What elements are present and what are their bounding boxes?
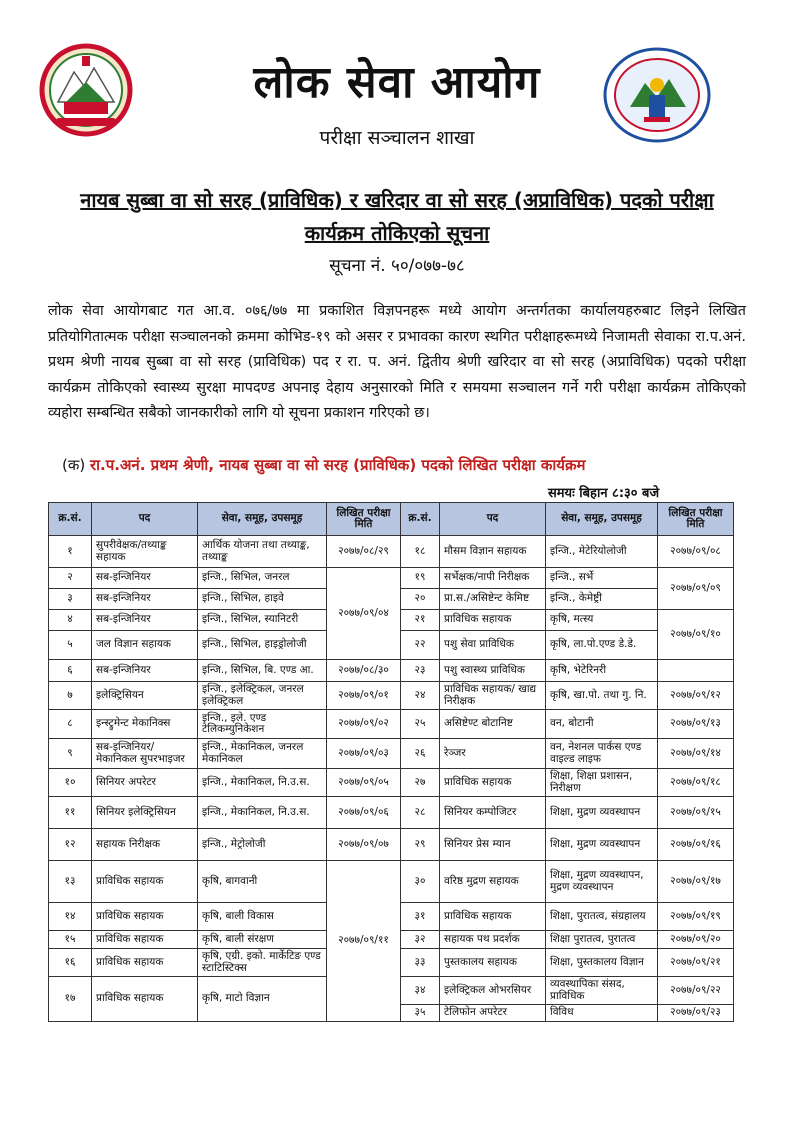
cell-post: प्राविधिक सहायक [440, 610, 546, 631]
cell-post: प्राविधिक सहायक [92, 949, 198, 977]
cell-date: २०७७/०९/०२ [327, 710, 401, 739]
cell-service: कृषि, भेटेरिनरी [546, 660, 658, 682]
header-post: पद [92, 503, 198, 536]
cell-service: कृषि, बागवानी [198, 861, 327, 903]
cell-service: शिक्षा, पुरातत्व, संग्रहालय [546, 903, 658, 931]
cell-date: २०७७/०९/१७ [658, 861, 734, 903]
table-row [49, 829, 734, 861]
cell-service: कृषि, बाली विकास [198, 903, 327, 931]
cell-post: प्रा.स./असिष्टेन्ट केमिष्ट [440, 589, 546, 610]
header-date: लिखित परीक्षा मिति [658, 503, 734, 536]
cell-sn: १८ [401, 536, 440, 568]
cell-date: २०७७/०९/१८ [658, 769, 734, 797]
cell-service: वन, नेशनल पार्कस एण्ड वाइल्ड लाइफ [546, 739, 658, 769]
table-row [49, 682, 734, 710]
cell-post: प्राविधिक सहायक/ खाद्य निरीक्षक [440, 682, 546, 710]
cell-sn: ७ [49, 682, 92, 710]
cell-service: इन्जि., सर्भे [546, 568, 658, 589]
cell-sn: २६ [401, 739, 440, 769]
table-row [49, 660, 734, 682]
cell-sn: १५ [49, 931, 92, 949]
cell-post: प्राविधिक सहायक [440, 769, 546, 797]
cell-service: कृषि, मत्स्य [546, 610, 658, 631]
cell-post: सब-इन्जिनियर [92, 660, 198, 682]
cell-post: सिनियर प्रेस म्यान [440, 829, 546, 861]
cell-post: सब-इन्जिनियर/ मेकानिकल सुपरभाइजर [92, 739, 198, 769]
cell-date: २०७७/०९/२३ [658, 1005, 734, 1022]
cell-service: वन, बोटानी [546, 710, 658, 739]
cell-sn: १३ [49, 861, 92, 903]
cell-date: २०७७/०९/२१ [658, 949, 734, 977]
cell-date [658, 660, 734, 682]
cell-date: २०७७/०८/२९ [327, 536, 401, 568]
cell-service: शिक्षा, शिक्षा प्रशासन, निरीक्षण [546, 769, 658, 797]
header-sn: क्र.सं. [49, 503, 92, 536]
table-row [49, 739, 734, 769]
cell-service: शिक्षा पुरातत्व, पुरातत्व [546, 931, 658, 949]
cell-post: सहायक निरीक्षक [92, 829, 198, 861]
cell-post: प्राविधिक सहायक [92, 931, 198, 949]
cell-post: मौसम विज्ञान सहायक [440, 536, 546, 568]
cell-sn: ३ [49, 589, 92, 610]
section-title: रा.प.अनं. प्रथम श्रेणी, नायब सुब्बा वा सो सरह (प्राविधिक) पदको लिखित परीक्षा कार्यक्रम [90, 456, 586, 474]
cell-post: इन्स्ट्रुमेन्ट मेकानिक्स [92, 710, 198, 739]
intro-paragraph: लोक सेवा आयोगबाट गत आ.व. ०७६/७७ मा प्रकाशित विज्ञपनहरू मध्ये आयोग अन्तर्गतका कार्यालयहरुबाट लिइने लिखित प्रतियोगितात्मक परीक्षा सञ्चालनको क्रममा कोभिड-१९ को असर र प्रभावका कारण स्थगित परीक्षाहरूमध्ये निजामती सेवाका रा.प.अनं. प्रथम श्रेणी नायब सुब्बा वा सो सरह (प्राविधिक) पद र रा. प. अनं. द्वितीय श्रेणी खरिदार वा सो सरह (अप्राविधिक) पदको परीक्षा कार्यक्रम तोकिएको स्वास्थ्य सुरक्षा मापदण्ड अपनाइ देहाय अनुसारको मिति र समयमा सञ्चालन गर्ने गरी परीक्षा कार्यक्रम तोकिएको व्यहोरा सम्बन्धित सबैको जानकारीको लागि यो सूचना प्रकाशन गरिएको छ। [48, 303, 746, 421]
cell-sn: ३३ [401, 949, 440, 977]
cell-sn: १६ [49, 949, 92, 977]
cell-post: वरिष्ठ मुद्रण सहायक [440, 861, 546, 903]
cell-post: प्राविधिक सहायक [440, 903, 546, 931]
cell-sn: २० [401, 589, 440, 610]
header-sn: क्र.सं. [401, 503, 440, 536]
header-service: सेवा, समूह, उपसमूह [198, 503, 327, 536]
cell-post: सिनियर अपरेटर [92, 769, 198, 797]
cell-date: २०७७/०९/०७ [327, 829, 401, 861]
exam-time: समयः बिहान ८:३० बजे [548, 486, 660, 501]
cell-sn: ६ [49, 660, 92, 682]
table-row [49, 797, 734, 829]
cell-date-merged: २०७७/०९/०९ [658, 568, 734, 610]
cell-post: सिनियर कम्पोजिटर [440, 797, 546, 829]
cell-sn: १० [49, 769, 92, 797]
cell-post: पशु सेवा प्राविधिक [440, 631, 546, 660]
exam-schedule-table [48, 502, 734, 1022]
cell-service: इन्जि., मेटेरियोलोजी [546, 536, 658, 568]
cell-date: २०७७/०९/२० [658, 931, 734, 949]
cell-post: पुस्तकालय सहायक [440, 949, 546, 977]
cell-sn: ३५ [401, 1005, 440, 1022]
cell-post: इलेक्ट्रिसियन [92, 682, 198, 710]
cell-date-merged: २०७७/०९/०४ [327, 568, 401, 660]
cell-post: सर्भेक्षक/नापी निरीक्षक [440, 568, 546, 589]
cell-post: सब-इन्जिनियर [92, 589, 198, 610]
cell-post: पशु स्वास्थ्य प्राविधिक [440, 660, 546, 682]
cell-date-merged: २०७७/०९/११ [327, 861, 401, 1022]
cell-sn: ८ [49, 710, 92, 739]
cell-service: कृषि, बाली संरक्षण [198, 931, 327, 949]
cell-sn: ३४ [401, 977, 440, 1005]
cell-service: शिक्षा, मुद्रण व्यवस्थापन, मुद्रण व्यवस्थापन [546, 861, 658, 903]
cell-sn: १ [49, 536, 92, 568]
table-row [49, 568, 734, 589]
cell-service: आर्थिक योजना तथा तथ्याङ्क, तथ्याङ्क [198, 536, 327, 568]
cell-sn: ५ [49, 631, 92, 660]
cell-post: सुपरीवेक्षक/तथ्याङ्क सहायक [92, 536, 198, 568]
cell-sn: १२ [49, 829, 92, 861]
cell-service: विविध [546, 1005, 658, 1022]
cell-service: इन्जि., केमेष्ट्री [546, 589, 658, 610]
cell-sn: २१ [401, 610, 440, 631]
cell-service: इन्जि., सिभिल, बि. एण्ड आ. [198, 660, 327, 682]
cell-sn: ३१ [401, 903, 440, 931]
notice-title: नायब सुब्बा वा सो सरह (प्राविधिक) र खरिदार वा सो सरह (अप्राविधिक) पदको परीक्षा कार्यक्रम तोकिएको सूचना [80, 188, 714, 245]
cell-sn: १४ [49, 903, 92, 931]
cell-service: व्यवस्थापिका संसद, प्राविधिक [546, 977, 658, 1005]
cell-sn: २५ [401, 710, 440, 739]
organization-title: लोक सेवा आयोग [253, 57, 541, 108]
cell-sn: ३२ [401, 931, 440, 949]
cell-post: प्राविधिक सहायक [92, 903, 198, 931]
cell-service: इन्जि., मेकानिकल, नि.उ.स. [198, 797, 327, 829]
cell-service: कृषि, खा.पो. तथा गु. नि. [546, 682, 658, 710]
header-date: लिखित परीक्षा मिति [327, 503, 401, 536]
section-label: (क) [62, 456, 86, 474]
cell-date: २०७७/०९/१४ [658, 739, 734, 769]
table-row [49, 536, 734, 568]
cell-date: २०७७/०९/१३ [658, 710, 734, 739]
cell-service: शिक्षा, मुद्रण व्यवस्थापन [546, 829, 658, 861]
cell-date: २०७७/०९/०५ [327, 769, 401, 797]
cell-sn: २७ [401, 769, 440, 797]
cell-date: २०७७/०८/३० [327, 660, 401, 682]
cell-post: टेलिफोन अपरेटर [440, 1005, 546, 1022]
cell-sn: २३ [401, 660, 440, 682]
table-row [49, 710, 734, 739]
cell-post: असिष्टेण्ट बोटानिष्ट [440, 710, 546, 739]
cell-post: रेञ्जर [440, 739, 546, 769]
cell-service: कृषि, एग्री. इको. मार्केटिङ एण्ड स्टाटिस्टिक्स [198, 949, 327, 977]
cell-date: २०७७/०९/०१ [327, 682, 401, 710]
table-row [49, 861, 734, 903]
cell-date-merged: २०७७/०९/१० [658, 610, 734, 660]
cell-sn: ४ [49, 610, 92, 631]
cell-post: सिनियर इलेक्ट्रिसियन [92, 797, 198, 829]
cell-post: प्राविधिक सहायक [92, 861, 198, 903]
cell-date: २०७७/०९/१९ [658, 903, 734, 931]
cell-sn: २९ [401, 829, 440, 861]
cell-date: २०७७/०९/२२ [658, 977, 734, 1005]
cell-sn: १९ [401, 568, 440, 589]
cell-service: इन्जि., सिभिल, हाइड्रोलोजी [198, 631, 327, 660]
table-row [49, 769, 734, 797]
cell-post: सब-इन्जिनियर [92, 568, 198, 589]
cell-sn: ११ [49, 797, 92, 829]
cell-service: शिक्षा, मुद्रण व्यवस्थापन [546, 797, 658, 829]
cell-post: इलेक्ट्रिकल ओभरसियर [440, 977, 546, 1005]
cell-service: कृषि, माटो विज्ञान [198, 977, 327, 1022]
cell-date: २०७७/०९/१२ [658, 682, 734, 710]
section-heading [62, 455, 586, 475]
cell-service: इन्जि., सिभिल, जनरल [198, 568, 327, 589]
cell-post: प्राविधिक सहायक [92, 977, 198, 1022]
cell-date: २०७७/०९/०६ [327, 797, 401, 829]
cell-sn: २८ [401, 797, 440, 829]
cell-sn: २ [49, 568, 92, 589]
cell-sn: ३० [401, 861, 440, 903]
cell-post: सहायक पथ प्रदर्शक [440, 931, 546, 949]
cell-service: इन्जि., मेकानिकल, जनरल मेकानिकल [198, 739, 327, 769]
cell-service: कृषि, ला.पो.एण्ड डे.डे. [546, 631, 658, 660]
cell-sn: २४ [401, 682, 440, 710]
cell-service: शिक्षा, पुस्तकालय विज्ञान [546, 949, 658, 977]
cell-date: २०७७/०९/१५ [658, 797, 734, 829]
table-header-row [49, 503, 734, 536]
cell-date: २०७७/०९/१६ [658, 829, 734, 861]
cell-date: २०७७/०९/०३ [327, 739, 401, 769]
cell-sn: ९ [49, 739, 92, 769]
cell-service: इन्जि., इले. एण्ड टेलिकम्युनिकेशन [198, 710, 327, 739]
cell-date: २०७७/०९/०८ [658, 536, 734, 568]
cell-post: जल विज्ञान सहायक [92, 631, 198, 660]
notice-number: सूचना नं. ५०/०७७-७८ [329, 256, 465, 276]
cell-sn: १७ [49, 977, 92, 1022]
branch-name: परीक्षा सञ्चालन शाखा [319, 127, 475, 149]
header-service: सेवा, समूह, उपसमूह [546, 503, 658, 536]
cell-service: इन्जि., मेट्रोलोजी [198, 829, 327, 861]
cell-service: इन्जि., इलेक्ट्रिकल, जनरल इलेक्ट्रिकल [198, 682, 327, 710]
cell-service: इन्जि., सिभिल, स्यानिटरी [198, 610, 327, 631]
header-post: पद [440, 503, 546, 536]
cell-service: इन्जि., सिभिल, हाइवे [198, 589, 327, 610]
cell-sn: २२ [401, 631, 440, 660]
cell-post: सब-इन्जिनियर [92, 610, 198, 631]
cell-service: इन्जि., मेकानिकल, नि.उ.स. [198, 769, 327, 797]
